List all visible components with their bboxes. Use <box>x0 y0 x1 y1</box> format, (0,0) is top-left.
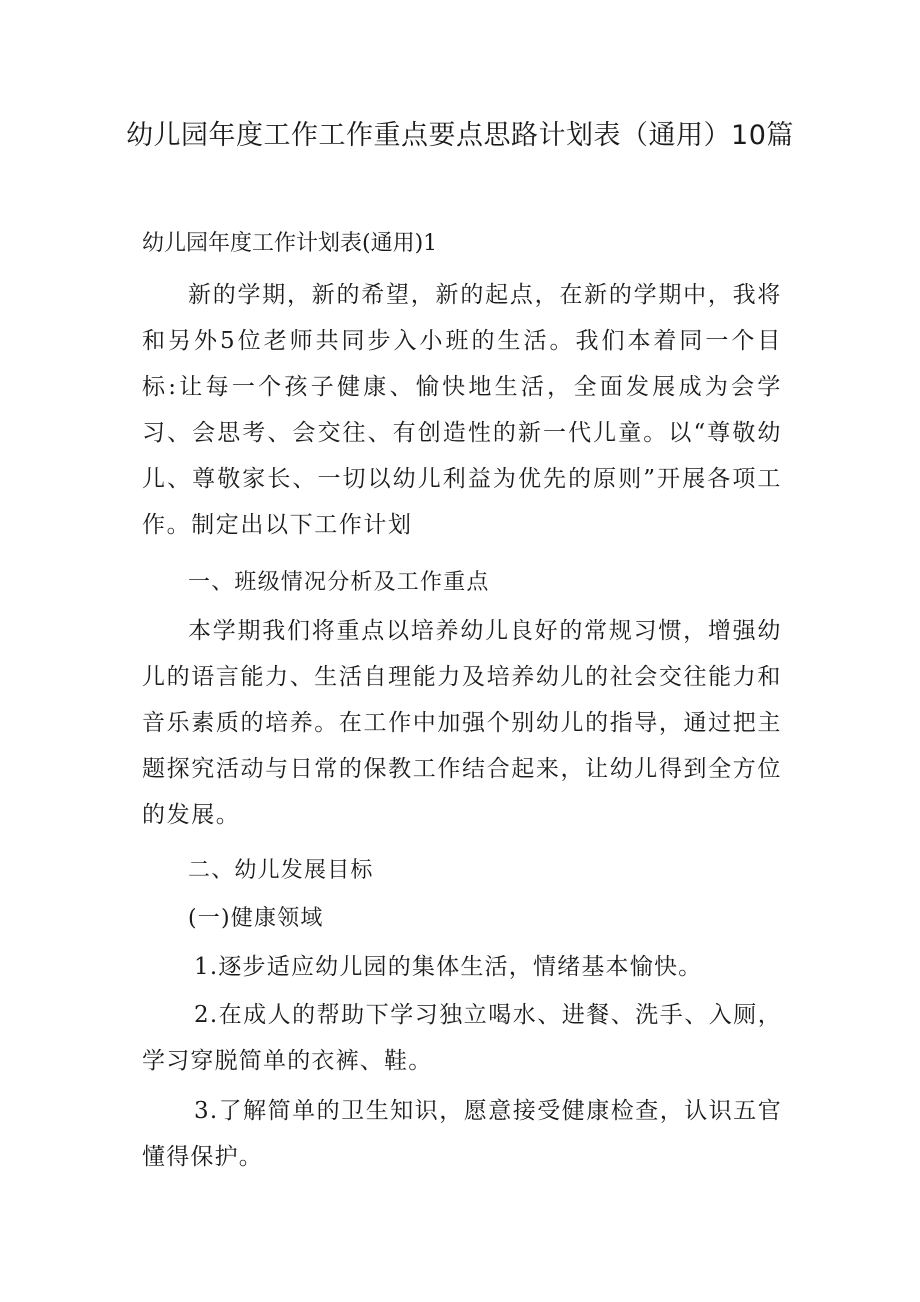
intro-paragraph: 新的学期，新的希望，新的起点，在新的学期中，我将和另外5位老师共同步入小班的生活。我们本着同一个目标:让每一个孩子健康、愉快地生活，全面发展成为会学习、会思考、会交往、有创造性的新一代儿童。以“尊敬幼儿、尊敬家长、一切以幼儿利益为优先的原则”开展各项工作。制定出以下工作计划 <box>142 282 782 538</box>
document-title: 幼儿园年度工作工作重点要点思路计划表（通用）10篇 <box>126 120 794 151</box>
class-analysis-paragraph: 本学期我们将重点以培养幼儿良好的常规习惯，增强幼儿的语言能力、生活自理能力及培养幼儿的社会交往能力和音乐素质的培养。在工作中加强个别幼儿的指导，通过把主题探究活动与日常的保教工作结合起来，让幼儿得到全方位的发展。 <box>142 618 782 828</box>
section-heading-development-goals: 二、幼儿发展目标 <box>188 858 374 883</box>
subsection-heading-health: (一)健康领域 <box>188 906 324 931</box>
document-subtitle: 幼儿园年度工作计划表(通用)1 <box>142 231 438 256</box>
list-item: 2.在成人的帮助下学习独立喝水、进餐、洗手、入厕，学习穿脱简单的衣裤、鞋。 <box>142 1002 782 1074</box>
section-heading-class-analysis: 一、班级情况分析及工作重点 <box>188 570 490 595</box>
list-item: 3.了解简单的卫生知识，愿意接受健康检查，认识五官懂得保护。 <box>142 1098 782 1170</box>
list-item: 1.逐步适应幼儿园的集体生活，情绪基本愉快。 <box>194 954 703 980</box>
